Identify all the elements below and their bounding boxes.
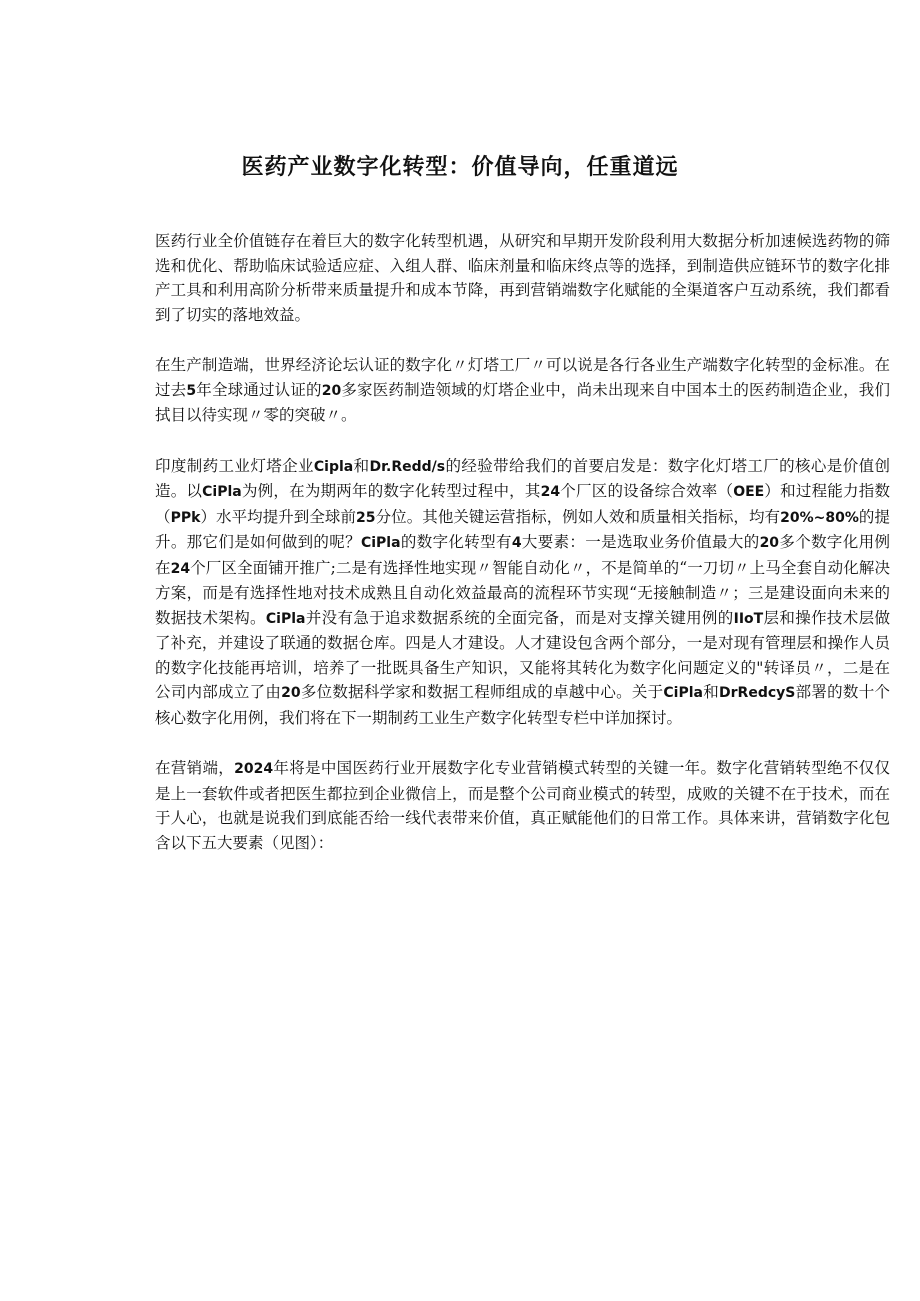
bold-text-run: CiPla [360,535,401,551]
bold-text-run: OEE [733,484,765,500]
text-run: 为例，在为期两年的数字化转型过程中，其 [241,482,541,500]
text-run: 多家医药制造领域的灯塔企业中，尚未出现来自中国本土的医药制造企业，我们拭目以待实现〃零的突破〃。 [155,380,890,424]
text-run: 多位数据科学家和数据工程师组成的卓越中心。关于 [300,683,664,701]
text-run: 个厂区全面铺开推广;二是有选择性地实现〃智能自动化〃，不是简单的“一刀切〃上马全套自动化解决方案，而是有选择性地对技术成熟且自动化效益最高的流程环节实现“无接触制造〃；三是建设面向未来的数据技术架构。 [155,558,890,627]
bold-text-run: CiPla [202,484,242,500]
bold-text-run: 2024 [234,761,274,777]
text-run: 个厂区的设备综合效率（ [560,482,734,500]
text-run: 多个数字化用例在 [155,533,890,577]
text-run: 印度制药工业灯塔企业 [155,456,314,475]
text-run: ）和过程能力指数（ [155,482,890,526]
text-run: 并没有急于追求数据系统的全面完备，而是对支撑关键用例的 [305,608,734,627]
text-run: 和 [703,683,720,701]
text-run: 分位。其他关键运营指标，例如人效和质量相关指标，均有 [375,507,781,526]
text-run: 的数字化转型有 [400,533,512,551]
text-run: 年全球通过认证的 [196,380,322,399]
text-run: 年将是中国医药行业开展数字化专业营销模式转型的关键一年。数字化营销转型绝不仅仅是上一套软件或者把医生都拉到企业微信上，而是整个公司商业模式的转型，成败的关键不在于技术，而在于人心，也就是说我们到底能否给一线代表带来价值，真正赋能他们的日常工作。具体来讲，营销数字化包含以下五大要素（见图）： [155,759,890,852]
text-run: 的提升。那它们是如何做到的呢？ [155,507,890,551]
bold-text-run: 20 [321,382,342,399]
text-run: 医药行业全价值链存在着巨大的数字化转型机遇，从研究和早期开发阶段利用大数据分析加速候选药物的筛选和优化、帮助临床试验适应症、入组人群、临床剂量和临床终点等的选择，到制造供应链环节的数字化排产工具和利用高阶分析带来质量提升和成本节降，再到营销端数字化赋能的全渠道客户互动系统，我们都看到了切实的落地效益。 [155,232,890,324]
text-run: 层和操作技术层做了补充，并建设了联通的数据仓库。四是人才建设。人才建设包含两个部分，一是对现有管理层和操作人员的数字化技能再培训，培养了一批既具备生产知识，又能将其转化为数字化问题定义的"转译员〃，二是在公司内部成立了由 [155,608,890,701]
text-run: 和 [353,456,370,475]
text-run: 的经验带给我们的首要启发是：数字化灯塔工厂的核心是价值创造。以 [155,456,890,500]
bold-text-run: 25 [356,509,376,526]
text-run: 大要素：一是选取业务价值最大的 [521,533,760,551]
bold-text-run: CiPla [265,610,306,627]
bold-text-run: IIoT [733,610,764,627]
document-body [155,229,890,881]
document-title: 医药产业数字化转型：价值导向，任重道远 [241,155,679,180]
text-run: 在营销端， [155,759,235,777]
text-run: 在生产制造端，世界经济论坛认证的数字化〃灯塔工厂〃可以说是各行各业生产端数字化转型的金标准。在过去 [155,356,890,399]
bold-text-run: Dr.Redd/s [369,458,446,475]
paragraph-manufacturing [155,353,890,428]
bold-text-run: 20 [759,535,780,551]
bold-text-run: CiPla [663,685,703,701]
bold-text-run: PPk [170,509,201,526]
bold-text-run: 4 [511,535,522,551]
paragraph-marketing [155,756,890,855]
bold-text-run: DrRedcyS [719,685,796,701]
bold-text-run: 5 [186,382,197,399]
text-run: ）水平均提升到全球前 [200,507,357,526]
bold-text-run: 24 [540,484,561,500]
bold-text-run: 20 [281,685,301,701]
text-run: 部署的数十个核心数字化用例，我们将在下一期制药工业生产数字化转型专栏中详加探讨。 [155,683,890,727]
bold-text-run: 24 [170,560,191,577]
paragraph-research [155,229,890,327]
paragraph-cipla-case [155,454,890,731]
bold-text-run: Cipla [313,458,354,475]
bold-text-run: 20%~80% [780,509,859,526]
